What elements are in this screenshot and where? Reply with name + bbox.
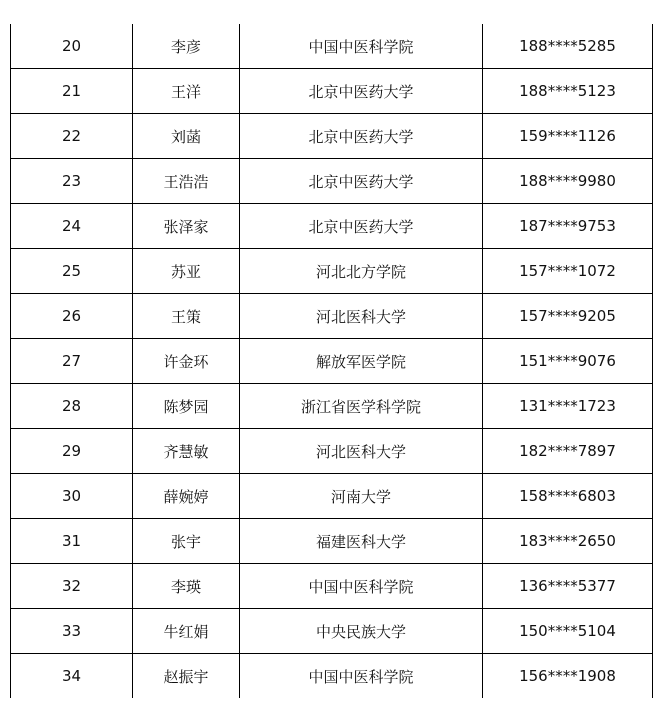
institution-cell: 中国中医科学院 <box>240 564 483 609</box>
name-cell: 赵振宇 <box>133 654 240 699</box>
row-number-cell: 27 <box>11 339 133 384</box>
row-number-cell: 24 <box>11 204 133 249</box>
name-cell: 牛红娟 <box>133 609 240 654</box>
phone-cell: 150****5104 <box>483 609 653 654</box>
name-cell: 苏亚 <box>133 249 240 294</box>
table-row <box>11 114 653 159</box>
phone-cell: 159****1126 <box>483 114 653 159</box>
institution-cell: 中国中医科学院 <box>240 24 483 69</box>
name-cell: 刘菡 <box>133 114 240 159</box>
table-row <box>11 159 653 204</box>
phone-cell: 157****1072 <box>483 249 653 294</box>
phone-cell: 131****1723 <box>483 384 653 429</box>
phone-cell: 183****2650 <box>483 519 653 564</box>
phone-cell: 188****5285 <box>483 24 653 69</box>
phone-cell: 188****9980 <box>483 159 653 204</box>
institution-cell: 北京中医药大学 <box>240 159 483 204</box>
row-number-cell: 25 <box>11 249 133 294</box>
row-number-cell: 34 <box>11 654 133 699</box>
name-cell: 许金环 <box>133 339 240 384</box>
name-cell: 王洋 <box>133 69 240 114</box>
name-cell: 张泽家 <box>133 204 240 249</box>
name-cell: 王策 <box>133 294 240 339</box>
phone-cell: 188****5123 <box>483 69 653 114</box>
roster-body <box>11 24 653 698</box>
row-number-cell: 32 <box>11 564 133 609</box>
table-row <box>11 204 653 249</box>
table-row <box>11 69 653 114</box>
phone-cell: 136****5377 <box>483 564 653 609</box>
table-row <box>11 249 653 294</box>
institution-cell: 北京中医药大学 <box>240 204 483 249</box>
table-row <box>11 654 653 699</box>
phone-cell: 151****9076 <box>483 339 653 384</box>
institution-cell: 浙江省医学科学院 <box>240 384 483 429</box>
table-row <box>11 429 653 474</box>
name-cell: 张宇 <box>133 519 240 564</box>
table-row <box>11 24 653 69</box>
institution-cell: 河北医科大学 <box>240 294 483 339</box>
row-number-cell: 23 <box>11 159 133 204</box>
phone-cell: 187****9753 <box>483 204 653 249</box>
name-cell: 李瑛 <box>133 564 240 609</box>
institution-cell: 北京中医药大学 <box>240 69 483 114</box>
institution-cell: 中央民族大学 <box>240 609 483 654</box>
table-row <box>11 294 653 339</box>
table-row <box>11 384 653 429</box>
row-number-cell: 26 <box>11 294 133 339</box>
table-row <box>11 609 653 654</box>
institution-cell: 北京中医药大学 <box>240 114 483 159</box>
row-number-cell: 28 <box>11 384 133 429</box>
name-cell: 齐慧敏 <box>133 429 240 474</box>
phone-cell: 156****1908 <box>483 654 653 699</box>
table-row <box>11 339 653 384</box>
row-number-cell: 30 <box>11 474 133 519</box>
roster-table <box>10 24 653 698</box>
institution-cell: 福建医科大学 <box>240 519 483 564</box>
row-number-cell: 21 <box>11 69 133 114</box>
phone-cell: 182****7897 <box>483 429 653 474</box>
row-number-cell: 20 <box>11 24 133 69</box>
institution-cell: 河北医科大学 <box>240 429 483 474</box>
table-row <box>11 564 653 609</box>
phone-cell: 157****9205 <box>483 294 653 339</box>
institution-cell: 解放军医学院 <box>240 339 483 384</box>
institution-cell: 河北北方学院 <box>240 249 483 294</box>
row-number-cell: 22 <box>11 114 133 159</box>
name-cell: 李彦 <box>133 24 240 69</box>
name-cell: 陈梦园 <box>133 384 240 429</box>
table-row <box>11 474 653 519</box>
table-row <box>11 519 653 564</box>
phone-cell: 158****6803 <box>483 474 653 519</box>
name-cell: 王浩浩 <box>133 159 240 204</box>
institution-cell: 河南大学 <box>240 474 483 519</box>
row-number-cell: 31 <box>11 519 133 564</box>
name-cell: 薛婉婷 <box>133 474 240 519</box>
institution-cell: 中国中医科学院 <box>240 654 483 699</box>
row-number-cell: 33 <box>11 609 133 654</box>
row-number-cell: 29 <box>11 429 133 474</box>
